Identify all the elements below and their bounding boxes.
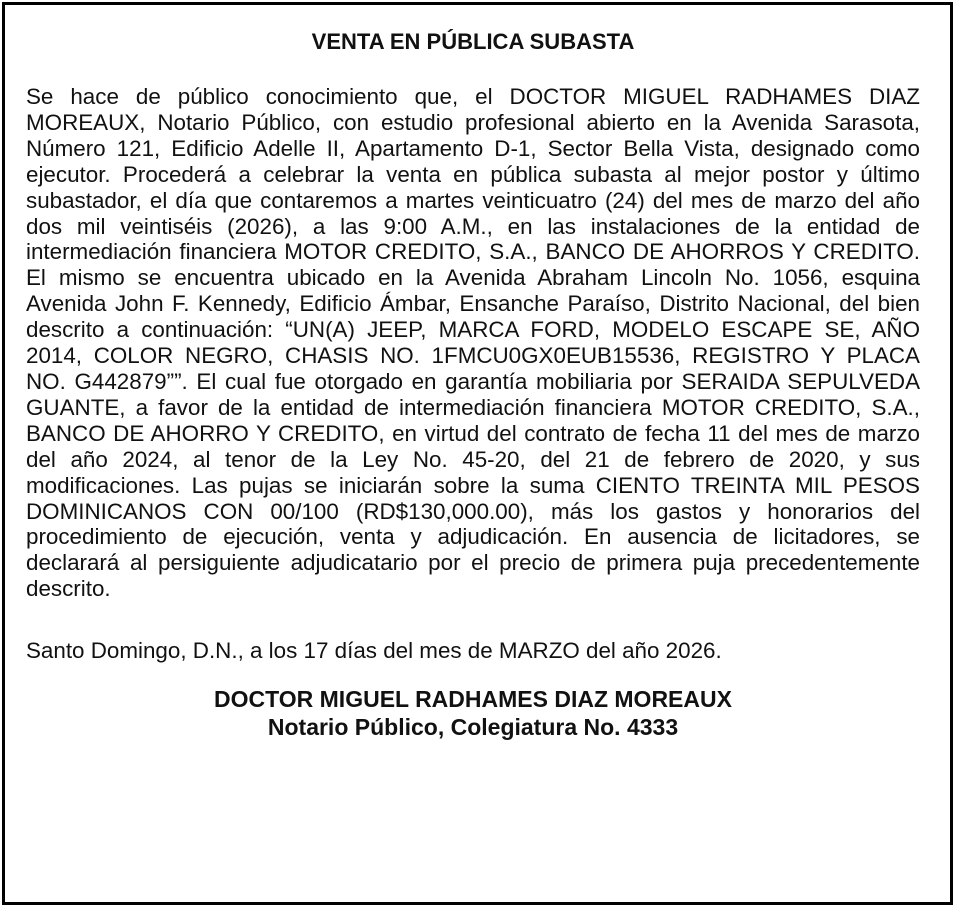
notice-body: Se hace de público conocimiento que, el DOCTOR MIGUEL RADHAMES DIAZ MOREAUX, Notario Público, con estudio profesional abierto en la Avenida Sarasota, Número 121, Edificio Adelle II, Apartamento D-1, Sector Bella Vista, designado como ejecutor. Procederá a celebrar la venta en pública subasta al mejor postor y último subastador, el día que contaremos a martes veinticuatro (24) del mes de marzo del año dos mil veintiséis (2026), a las 9:00 A.M., en las instalaciones de la entidad de intermediación financiera MOTOR CREDITO, S.A., BANCO DE AHORROS Y CREDITO. El mismo se encuentra ubicado en la Avenida Abraham Lincoln No. 1056, esquina Avenida John F. Kennedy, Edificio Ámbar, Ensanche Paraíso, Distrito Nacional, del bien descrito a continuación: “UN(A) JEEP, MARCA FORD, MODELO ESCAPE SE, AÑO 2014, COLOR NEGRO, CHASIS NO. 1FMCU0GX0EUB15536, REGISTRO Y PLACA NO. G442879””. El cual fue otorgado en garantía mobiliaria por SERAIDA SEPULVEDA GUANTE, a favor de la entidad de intermediación financiera MOTOR CREDITO, S.A., BANCO DE AHORRO Y CREDITO, en virtud del contrato de fecha 11 del mes de marzo del año 2024, al tenor de la Ley No. 45-20, del 21 de febrero de 2020, y sus modificaciones. Las pujas se iniciarán sobre la suma CIENTO TREINTA MIL PESOS DOMINICANOS CON 00/100 (RD$130,000.00), más los gastos y honorarios del procedimiento de ejecución, venta y adjudicación. En ausencia de licitadores, se declarará al persiguiente adjudicatario por el precio de primera puja precedentemente descrito. xyxy=(26,84,920,602)
signature-role: Notario Público, Colegiatura No. 4333 xyxy=(267,714,679,741)
date-line: Santo Domingo, D.N., a los 17 días del mes de MARZO del año 2026. xyxy=(26,638,722,664)
notice-content xyxy=(26,27,920,741)
notice-title: VENTA EN PÚBLICA SUBASTA xyxy=(311,29,635,54)
signature-block xyxy=(26,685,920,741)
signature-name: DOCTOR MIGUEL RADHAMES DIAZ MOREAUX xyxy=(214,686,732,713)
